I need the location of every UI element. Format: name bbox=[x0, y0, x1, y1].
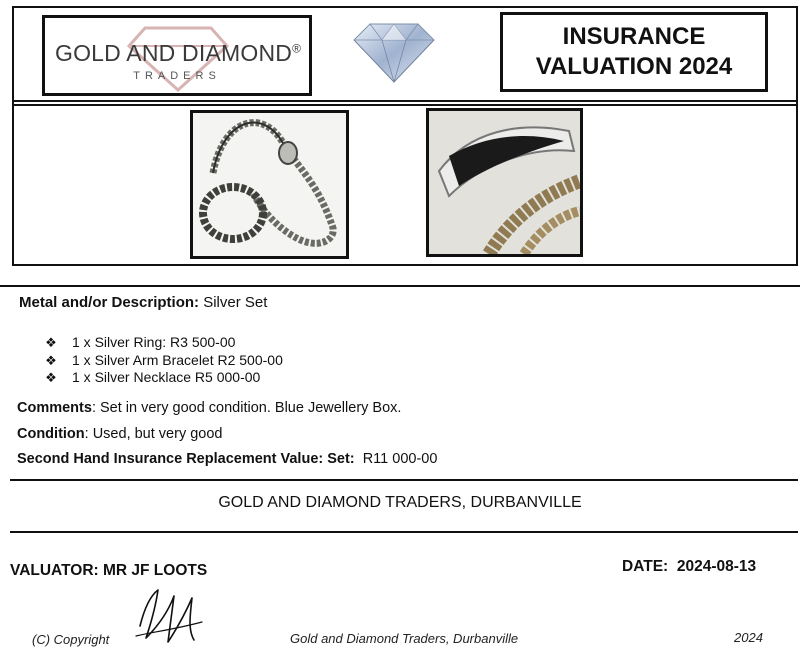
footer-copyright: (C) Copyright bbox=[32, 632, 110, 647]
document-title bbox=[500, 12, 768, 92]
list-item bbox=[44, 352, 283, 370]
date-value: 2024-08-13 bbox=[676, 558, 757, 575]
header-bottom-rule bbox=[12, 100, 798, 102]
title-line-2: VALUATION 2024 bbox=[535, 53, 733, 80]
valuator-name: VALUATOR: MR JF LOOTS bbox=[10, 562, 208, 579]
description-label: Metal and/or Description: bbox=[19, 294, 200, 311]
item-necklace: 1 x Silver Necklace R5 000-00 bbox=[72, 369, 261, 385]
comments-value: : Set in very good condition. Blue Jewellery Box. bbox=[91, 400, 402, 416]
description-line bbox=[19, 294, 267, 311]
jewellery-photo-ring-chain bbox=[426, 108, 583, 257]
banner-top-rule bbox=[10, 479, 798, 481]
frame-right-rule bbox=[796, 6, 798, 266]
description-value: Silver Set bbox=[203, 294, 268, 311]
replacement-label: Second Hand Insurance Replacement Value: Set: bbox=[17, 451, 355, 467]
title-line-1: INSURANCE bbox=[562, 23, 706, 50]
item-list bbox=[44, 334, 283, 387]
replacement-value-line bbox=[17, 451, 437, 467]
list-item bbox=[44, 369, 283, 387]
bullet-icon: ❖ bbox=[45, 370, 57, 385]
comments-line bbox=[17, 400, 401, 416]
condition-line bbox=[17, 426, 222, 442]
footer-company: Gold and Diamond Traders, Durbanville bbox=[290, 631, 519, 646]
date-label: DATE: bbox=[622, 558, 669, 575]
bullet-icon: ❖ bbox=[45, 335, 57, 350]
list-item bbox=[44, 334, 283, 352]
valuation-date bbox=[622, 558, 756, 576]
comments-label: Comments bbox=[17, 400, 92, 416]
condition-label: Condition bbox=[17, 426, 85, 442]
brand-name: GOLD AND DIAMOND bbox=[55, 40, 293, 66]
header-top-rule bbox=[12, 6, 798, 8]
brand-logo bbox=[42, 15, 312, 96]
company-banner: GOLD AND DIAMOND TRADERS, DURBANVILLE bbox=[218, 494, 582, 511]
brand-subtitle: TRADERS bbox=[133, 70, 221, 82]
item-bracelet: 1 x Silver Arm Bracelet R2 500-00 bbox=[72, 351, 283, 368]
registered-mark: ® bbox=[292, 41, 302, 56]
frame-left-rule bbox=[12, 6, 14, 266]
footer-year: 2024 bbox=[734, 630, 763, 645]
bullet-icon: ❖ bbox=[45, 352, 57, 368]
diamond-icon bbox=[352, 22, 436, 84]
banner-bottom-rule bbox=[10, 531, 798, 533]
jewellery-photo-necklace-bracelet bbox=[190, 110, 349, 259]
section-divider bbox=[0, 285, 800, 287]
item-ring: 1 x Silver Ring: R3 500-00 bbox=[72, 334, 236, 350]
photos-bottom-rule bbox=[12, 264, 798, 266]
handwritten-signature bbox=[132, 586, 206, 650]
replacement-value: R11 000-00 bbox=[362, 451, 438, 467]
photos-top-rule bbox=[12, 104, 798, 106]
condition-value: : Used, but very good bbox=[84, 426, 223, 442]
